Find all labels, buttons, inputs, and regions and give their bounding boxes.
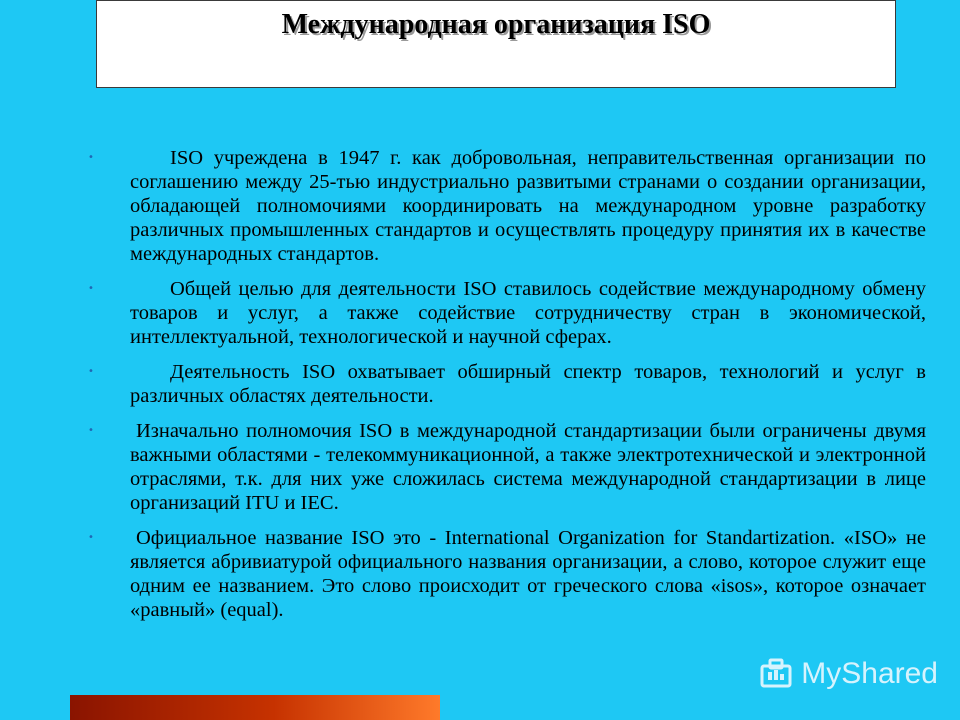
paragraph-text: Деятельность ISO охватывает обширный спектр товаров, технологий и услуг в различных областях деятельности. (130, 361, 926, 407)
bullet-icon: • (88, 283, 94, 294)
paragraph-4 (88, 419, 926, 515)
paragraph-5 (88, 526, 926, 622)
watermark-text: MyShared (801, 657, 938, 690)
bullet-icon: • (88, 425, 94, 436)
bullet-icon: • (88, 152, 94, 163)
paragraph-2 (88, 277, 926, 349)
slide-content (88, 146, 926, 633)
myshared-logo-icon (759, 657, 793, 691)
paragraph-text: Общей целью для деятельности ISO ставилось содействие международному обмену товаров и услуг, а также содействие сотрудничеству стран в экономической, интеллектуальной, технологической и научной сферах. (130, 278, 926, 348)
paragraph-text: Изначально полномочия ISO в международной стандартизации были ограничены двумя важными областями - телекоммуникационной, а также электротехнической и электронной отраслями, т.к. для них уже сложилась система международной стандартизации в лице организаций ITU и IEC. (130, 420, 926, 514)
decorative-bottom-bar (70, 695, 440, 720)
paragraph-text: Официальное название ISO это - International Organization for Standartization. «ISO» не является абривиатурой официального названия организации, а слово, которое служит еще одним ее названием. Это слово происходит от греческого слова «isos», которое означает «равный» (equal). (130, 527, 926, 621)
paragraph-text: ISO учреждена в 1947 г. как добровольная, неправительственная организации по соглашению между 25-тью индустриально развитыми странами о создании организации, обладающей полномочиями координировать на международном уровне разработку различных промышленных стандартов и осуществлять процедуру принятия их в качестве международных стандартов. (130, 147, 926, 265)
title-box (96, 0, 896, 88)
paragraph-1 (88, 146, 926, 266)
bullet-icon: • (88, 532, 94, 543)
paragraph-3 (88, 360, 926, 408)
bullet-icon: • (88, 366, 94, 377)
slide-title: Международная организация ISO (281, 9, 711, 40)
watermark-logo (759, 654, 938, 694)
